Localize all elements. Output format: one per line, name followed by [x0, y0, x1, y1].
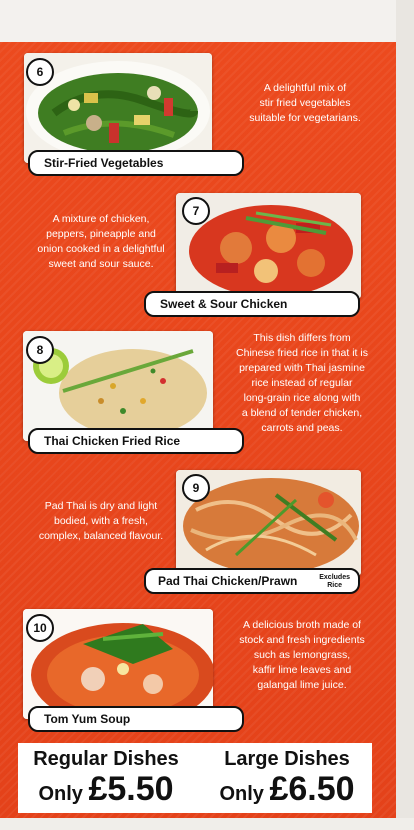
large-dishes-price	[208, 747, 366, 812]
large-dishes-title: Large Dishes	[224, 748, 350, 770]
dish-name-text: Pad Thai Chicken/Prawn	[158, 574, 298, 588]
dish-number-badge: 7	[182, 197, 210, 225]
dish-name-label: Thai Chicken Fried Rice	[28, 428, 244, 454]
dish-description: This dish differs from Chinese fried rice in that it is prepared with Thai jasmine rice instead of regular long-grain rice along with a blend of tender chicken, carrots and peas.	[236, 332, 368, 434]
large-only-text: Only	[219, 783, 264, 805]
dish-number-badge: 10	[26, 614, 54, 642]
dish-number-badge: 6	[26, 58, 54, 86]
pricing-bar	[18, 743, 372, 813]
regular-dishes-title: Regular Dishes	[33, 748, 179, 770]
regular-only-text: Only	[38, 783, 83, 805]
dish-name-label: Stir-Fried Vegetables	[28, 150, 244, 176]
dish-description: A delightful mix of stir fried vegetables suitable for vegetarians.	[249, 82, 361, 124]
dish-description: A mixture of chicken, peppers, pineapple and onion cooked in a delightful sweet and sour sauce.	[37, 213, 165, 270]
large-price-value: £6.50	[269, 770, 355, 808]
large-dishes-line	[208, 771, 366, 812]
regular-dishes-line	[26, 771, 186, 812]
dish-description: A delicious broth made of stock and fresh ingredients such as lemongrass, kaffir lime leaves and galangal lime juice.	[239, 619, 365, 691]
regular-dishes-price	[26, 747, 186, 812]
dish-number-badge: 9	[182, 474, 210, 502]
dish-number-badge: 8	[26, 336, 54, 364]
top-paper-edge	[0, 0, 414, 42]
excludes-rice-note: Excludes Rice	[319, 574, 350, 589]
regular-price-value: £5.50	[88, 770, 174, 808]
dish-description: Pad Thai is dry and light bodied, with a fresh, complex, balanced flavour.	[38, 500, 164, 542]
dish-name-label	[144, 568, 360, 594]
right-paper-edge	[396, 0, 414, 830]
bottom-paper-edge	[0, 818, 414, 830]
dish-name-label: Tom Yum Soup	[28, 706, 244, 732]
dish-name-label: Sweet & Sour Chicken	[144, 291, 360, 317]
